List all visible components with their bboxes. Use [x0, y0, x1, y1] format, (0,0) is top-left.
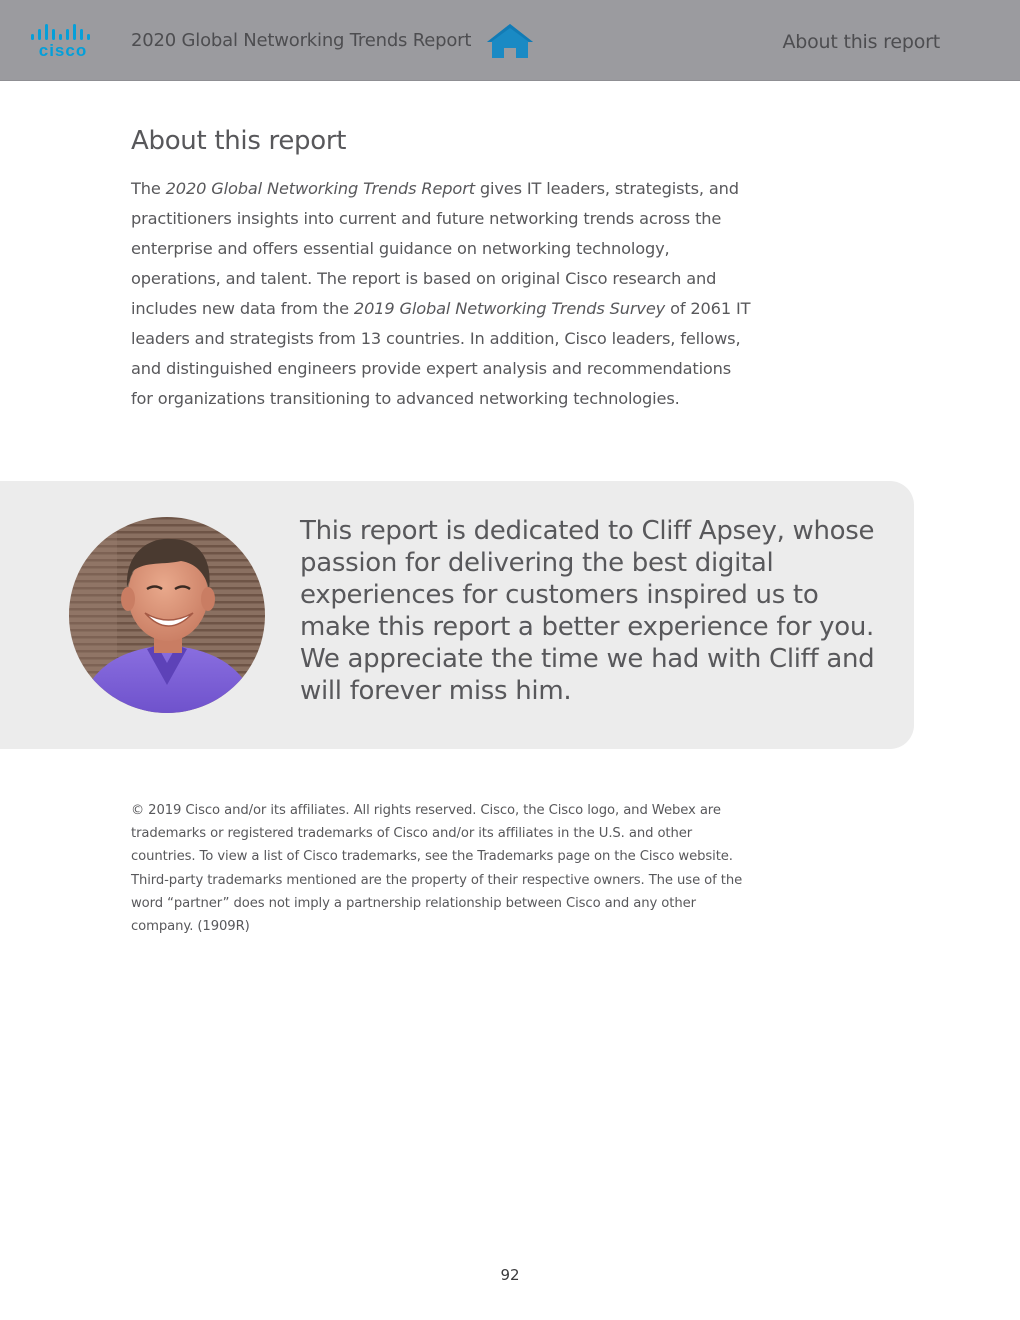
page-number: 92 [500, 1266, 520, 1284]
report-name: 2020 Global Networking Trends Report [165, 179, 475, 198]
intro-text-2: gives IT leaders, strategists, and practitioners insights into current and future networking trends across the enterprise and offers essential guidance on networking technology, operations, and talent. The report is based on original Cisco research and includes new data from the [131, 179, 739, 318]
top-header-bar [0, 0, 1020, 81]
copyright-notice: © 2019 Cisco and/or its affiliates. All rights reserved. Cisco, the Cisco logo, and Webex are trademarks or registered trademarks of Cisco and/or its affiliates in the U.S. and other countries. To view a list of Cisco trademarks, see the Trademarks page on the Cisco website. Third-party trademarks mentioned are the property of their respective owners. The use of the word “partner” does not imply a partnership relationship between Cisco and any other company. (1909R) [131, 803, 743, 935]
intro-paragraph [131, 174, 751, 414]
report-title: 2020 Global Networking Trends Report [131, 30, 472, 51]
home-icon[interactable] [485, 22, 535, 60]
cisco-wordmark: cisco [38, 41, 88, 60]
cisco-logo[interactable] [28, 22, 98, 62]
dedication-panel [0, 481, 914, 749]
survey-name: 2019 Global Networking Trends Survey [353, 299, 666, 318]
intro-text-1: The [131, 179, 166, 198]
dedication-text: This report is dedicated to Cliff Apsey, whose passion for delivering the best digital experiences for customers inspired us to make this report a better experience for you. We appreciate the time we had with Cliff and will forever miss him. [300, 516, 875, 706]
portrait-photo [69, 517, 265, 713]
page-heading: About this report [131, 126, 347, 156]
section-link-about[interactable]: About this report [782, 31, 940, 53]
intro-text-3: of 2061 IT leaders and strategists from 13 countries. In addition, Cisco leaders, fellows, and distinguished engineers provide expert analysis and recommendations for organizations transitioning to advanced networking technologies. [131, 299, 751, 408]
